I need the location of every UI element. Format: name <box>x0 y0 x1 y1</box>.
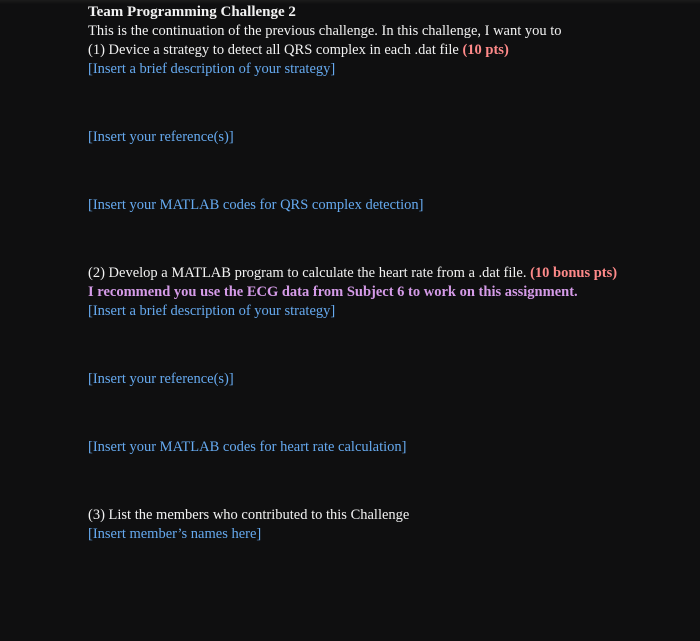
part2-strategy-placeholder: [Insert a brief description of your strategy] <box>88 303 336 319</box>
part2-code-placeholder: [Insert your MATLAB codes for heart rate calculation] <box>88 439 407 455</box>
part3-members-placeholder: [Insert member’s names here] <box>88 526 262 542</box>
part2-task-text: (2) Develop a MATLAB program to calculate the heart rate from a .dat file. <box>88 265 527 281</box>
part1-task <box>88 41 509 60</box>
part1-task-text: (1) Device a strategy to detect all QRS complex in each .dat file <box>88 42 459 58</box>
part2-recommendation: I recommend you use the ECG data from Subject 6 to work on this assignment. <box>88 284 578 300</box>
part1-points: (10 pts) <box>462 42 509 58</box>
part3-task: (3) List the members who contributed to this Challenge <box>88 507 410 523</box>
part2-task <box>88 264 617 283</box>
part1-strategy-placeholder: [Insert a brief description of your strategy] <box>88 61 336 77</box>
part2-reference-placeholder: [Insert your reference(s)] <box>88 371 234 387</box>
document-title: Team Programming Challenge 2 <box>88 4 296 20</box>
part2-points: (10 bonus pts) <box>530 265 618 281</box>
intro-text: This is the continuation of the previous challenge. In this challenge, I want you to <box>88 23 562 39</box>
part1-code-placeholder: [Insert your MATLAB codes for QRS complex detection] <box>88 197 424 213</box>
part1-reference-placeholder: [Insert your reference(s)] <box>88 129 234 145</box>
